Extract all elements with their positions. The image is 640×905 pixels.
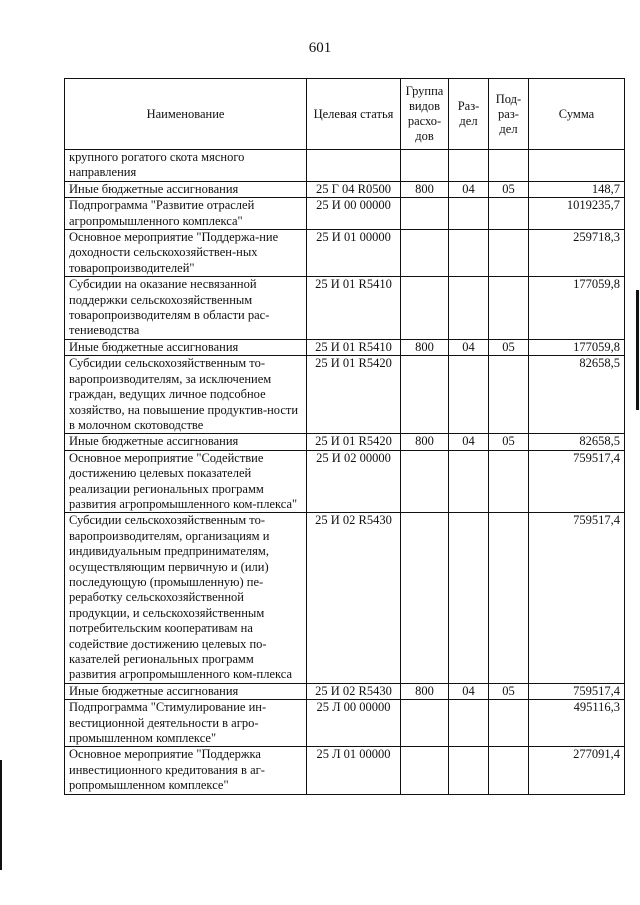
header-name: Наименование [65, 79, 307, 150]
cell-name: Субсидии сельскохозяйственным то-варопроизводителям, за исключением граждан, ведущих личное подсобное хозяйство, на повышение продуктив-ности в молочном скотоводстве [65, 356, 307, 434]
cell-subsection [489, 230, 529, 277]
cell-group [401, 747, 449, 794]
cell-section [449, 450, 489, 513]
cell-section: 04 [449, 339, 489, 355]
cell-sum: 277091,4 [529, 747, 625, 794]
cell-target: 25 И 02 R5430 [307, 513, 401, 683]
cell-section [449, 700, 489, 747]
cell-subsection: 05 [489, 339, 529, 355]
table-row [65, 683, 625, 699]
table-row [65, 198, 625, 230]
table-row [65, 230, 625, 277]
cell-subsection [489, 747, 529, 794]
table-row [65, 747, 625, 794]
cell-group [401, 150, 449, 182]
cell-target: 25 И 01 R5410 [307, 339, 401, 355]
cell-sum: 82658,5 [529, 434, 625, 450]
header-sum: Сумма [529, 79, 625, 150]
cell-group: 800 [401, 683, 449, 699]
cell-section [449, 230, 489, 277]
cell-sum: 177059,8 [529, 277, 625, 340]
cell-target: 25 И 02 00000 [307, 450, 401, 513]
cell-group [401, 230, 449, 277]
cell-sum: 759517,4 [529, 513, 625, 683]
cell-name: крупного рогатого скота мясного направления [65, 150, 307, 182]
cell-group [401, 198, 449, 230]
header-section: Раз-дел [449, 79, 489, 150]
cell-section [449, 513, 489, 683]
cell-target: 25 И 01 00000 [307, 230, 401, 277]
budget-table [64, 78, 625, 795]
cell-section [449, 356, 489, 434]
cell-name: Иные бюджетные ассигнования [65, 339, 307, 355]
cell-group [401, 277, 449, 340]
cell-target: 25 Л 01 00000 [307, 747, 401, 794]
scan-edge-mark-left [0, 760, 2, 870]
cell-section [449, 277, 489, 340]
cell-sum: 148,7 [529, 181, 625, 197]
cell-section [449, 747, 489, 794]
cell-group: 800 [401, 181, 449, 197]
cell-section: 04 [449, 181, 489, 197]
cell-subsection [489, 150, 529, 182]
cell-subsection [489, 356, 529, 434]
cell-sum: 1019235,7 [529, 198, 625, 230]
cell-subsection [489, 198, 529, 230]
cell-group: 800 [401, 339, 449, 355]
cell-subsection [489, 277, 529, 340]
cell-section [449, 150, 489, 182]
table-row [65, 434, 625, 450]
cell-group [401, 356, 449, 434]
cell-sum: 495116,3 [529, 700, 625, 747]
table-body [65, 150, 625, 795]
cell-section [449, 198, 489, 230]
cell-name: Подпрограмма "Развитие отраслей агропромышленного комплекса" [65, 198, 307, 230]
cell-subsection: 05 [489, 181, 529, 197]
cell-name: Иные бюджетные ассигнования [65, 434, 307, 450]
cell-name: Подпрограмма "Стимулирование ин-вестиционной деятельности в агро-промышленном комплексе" [65, 700, 307, 747]
table-row [65, 450, 625, 513]
table-header [65, 79, 625, 150]
cell-target: 25 И 01 R5410 [307, 277, 401, 340]
cell-subsection [489, 450, 529, 513]
cell-sum: 259718,3 [529, 230, 625, 277]
table-row [65, 181, 625, 197]
cell-subsection: 05 [489, 434, 529, 450]
cell-sum [529, 150, 625, 182]
table-row [65, 356, 625, 434]
cell-section: 04 [449, 434, 489, 450]
cell-target: 25 Г 04 R0500 [307, 181, 401, 197]
cell-name: Основное мероприятие "Поддержка инвестиционного кредитования в аг-ропромышленном комплексе" [65, 747, 307, 794]
page-number: 601 [308, 40, 332, 56]
cell-name: Иные бюджетные ассигнования [65, 683, 307, 699]
cell-name: Субсидии сельскохозяйственным то-варопроизводителям, организациям и индивидуальным предпринимателям, осуществляющим первичную и (или) последующую (промышленную) пе-реработку сельскохозяйственной продукции, и сельскохозяйственным потребительским кооперативам на содействие достижению целевых по-казателей региональных программ развития агропромышленного ком-плекса [65, 513, 307, 683]
cell-target [307, 150, 401, 182]
cell-name: Основное мероприятие "Содействие достижению целевых показателей реализации региональных программ развития агропромышленного ком-плекса" [65, 450, 307, 513]
cell-group: 800 [401, 434, 449, 450]
cell-target: 25 Л 00 00000 [307, 700, 401, 747]
cell-target: 25 И 01 R5420 [307, 356, 401, 434]
scan-edge-mark-right [636, 290, 639, 410]
table-row [65, 513, 625, 683]
table-row [65, 150, 625, 182]
cell-group [401, 700, 449, 747]
cell-target: 25 И 02 R5430 [307, 683, 401, 699]
table-row [65, 339, 625, 355]
cell-name: Иные бюджетные ассигнования [65, 181, 307, 197]
table-row [65, 700, 625, 747]
table-row [65, 277, 625, 340]
header-subsection: Под-раз-дел [489, 79, 529, 150]
cell-subsection: 05 [489, 683, 529, 699]
cell-sum: 177059,8 [529, 339, 625, 355]
header-target: Целевая статья [307, 79, 401, 150]
cell-name: Основное мероприятие "Поддержа-ние доходности сельскохозяйствен-ных товаропроизводителей" [65, 230, 307, 277]
cell-name: Субсидии на оказание несвязанной поддержки сельскохозяйственным товаропроизводителям в области рас-тениеводства [65, 277, 307, 340]
cell-target: 25 И 01 R5420 [307, 434, 401, 450]
cell-subsection [489, 700, 529, 747]
cell-sum: 759517,4 [529, 683, 625, 699]
cell-sum: 759517,4 [529, 450, 625, 513]
header-group: Группа видов расхо-дов [401, 79, 449, 150]
cell-subsection [489, 513, 529, 683]
cell-sum: 82658,5 [529, 356, 625, 434]
cell-group [401, 450, 449, 513]
cell-group [401, 513, 449, 683]
cell-section: 04 [449, 683, 489, 699]
cell-target: 25 И 00 00000 [307, 198, 401, 230]
